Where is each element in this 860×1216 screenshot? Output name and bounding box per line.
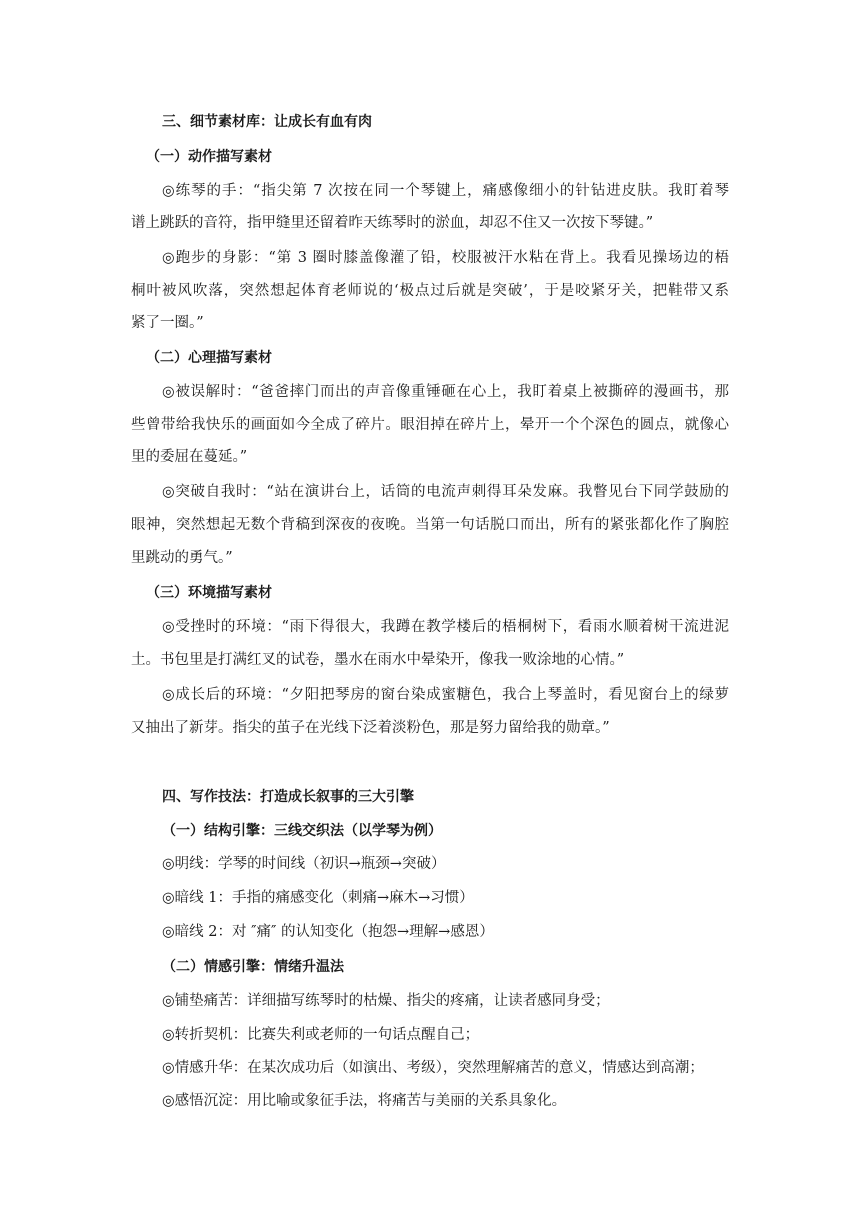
paragraph-line: ◎跑步的身影：“第 3 圈时膝盖像灌了铅，校服被汗水粘在背上。我看见操场边的梧 — [162, 250, 729, 266]
subsection-4-2-heading: （二）情感引擎：情绪升温法 — [162, 959, 344, 975]
paragraph-line: 紧了一圈。” — [131, 315, 204, 331]
paragraph-line: 里跳动的勇气。” — [131, 550, 233, 566]
paragraph-line: ◎被误解时：“爸爸摔门而出的声音像重锤砸在心上，我盯着桌上被撕碎的漫画书，那 — [162, 384, 729, 400]
paragraph-line: ◎练琴的手：“指尖第 7 次按在同一个琴键上，痛感像细小的针钻进皮肤。我盯着琴 — [162, 183, 729, 199]
subsection-3-1-heading: （一）动作描写素材 — [146, 149, 272, 165]
list-item: ◎转折契机：比赛失利或老师的一句话点醒自己； — [162, 1027, 480, 1043]
section-4-heading: 四、写作技法：打造成长叙事的三大引擎 — [162, 789, 414, 805]
list-item: ◎暗线 1：手指的痛感变化（刺痛→麻木→习惯） — [162, 890, 474, 906]
paragraph-line: 眼神，突然想起无数个背稿到深夜的夜晚。当第一句话脱口而出，所有的紧张都化作了胸腔 — [131, 517, 729, 533]
paragraph-line: ◎受挫时的环境：“雨下得很大，我蹲在教学楼后的梧桐树下，看雨水顺着树干流进泥 — [162, 619, 729, 635]
paragraph-line: 又抽出了新芽。指尖的茧子在光线下泛着淡粉色，那是努力留给我的勋章。” — [131, 720, 610, 736]
paragraph-line: 土。书包里是打满红叉的试卷，墨水在雨水中晕染开，像我一败涂地的心情。” — [131, 652, 625, 668]
subsection-3-2-heading: （二）心理描写素材 — [146, 350, 272, 366]
paragraph-line: 里的委屈在蔓延。” — [131, 449, 248, 465]
paragraph-line: 些曾带给我快乐的画面如今全成了碎片。眼泪掉在碎片上，晕开一个个深色的圆点，就像心 — [131, 417, 729, 433]
paragraph-line: ◎成长后的环境：“夕阳把琴房的窗台染成蜜糖色，我合上琴盖时，看见窗台上的绿萝 — [162, 687, 729, 703]
section-3-heading: 三、细节素材库：让成长有血有肉 — [162, 114, 372, 130]
list-item: ◎明线：学琴的时间线（初识→瓶颈→突破） — [162, 856, 446, 872]
list-item: ◎情感升华：在某次成功后（如演出、考级），突然理解痛苦的意义，情感达到高潮； — [162, 1060, 704, 1076]
paragraph-line: 谱上跳跃的音符，指甲缝里还留着昨天练琴时的淤血，却忍不住又一次按下琴键。” — [131, 215, 654, 231]
list-item: ◎铺垫痛苦：详细描写练琴时的枯燥、指尖的疼痛，让读者感同身受； — [162, 993, 610, 1009]
paragraph-line: 桐叶被风吹落，突然想起体育老师说的‘极点过后就是突破’，于是咬紧牙关，把鞋带又系 — [131, 283, 729, 299]
list-item: ◎暗线 2：对 ″痛″ 的认知变化（抱怨→理解→感恩） — [162, 924, 494, 940]
paragraph-line: ◎突破自我时：“站在演讲台上，话筒的电流声刺得耳朵发麻。我瞥见台下同学鼓励的 — [162, 484, 729, 500]
subsection-3-3-heading: （三）环境描写素材 — [146, 585, 272, 601]
subsection-4-1-heading: （一）结构引擎：三线交织法（以学琴为例） — [162, 823, 442, 839]
list-item: ◎感悟沉淀：用比喻或象征手法，将痛苦与美丽的关系具象化。 — [162, 1093, 567, 1109]
